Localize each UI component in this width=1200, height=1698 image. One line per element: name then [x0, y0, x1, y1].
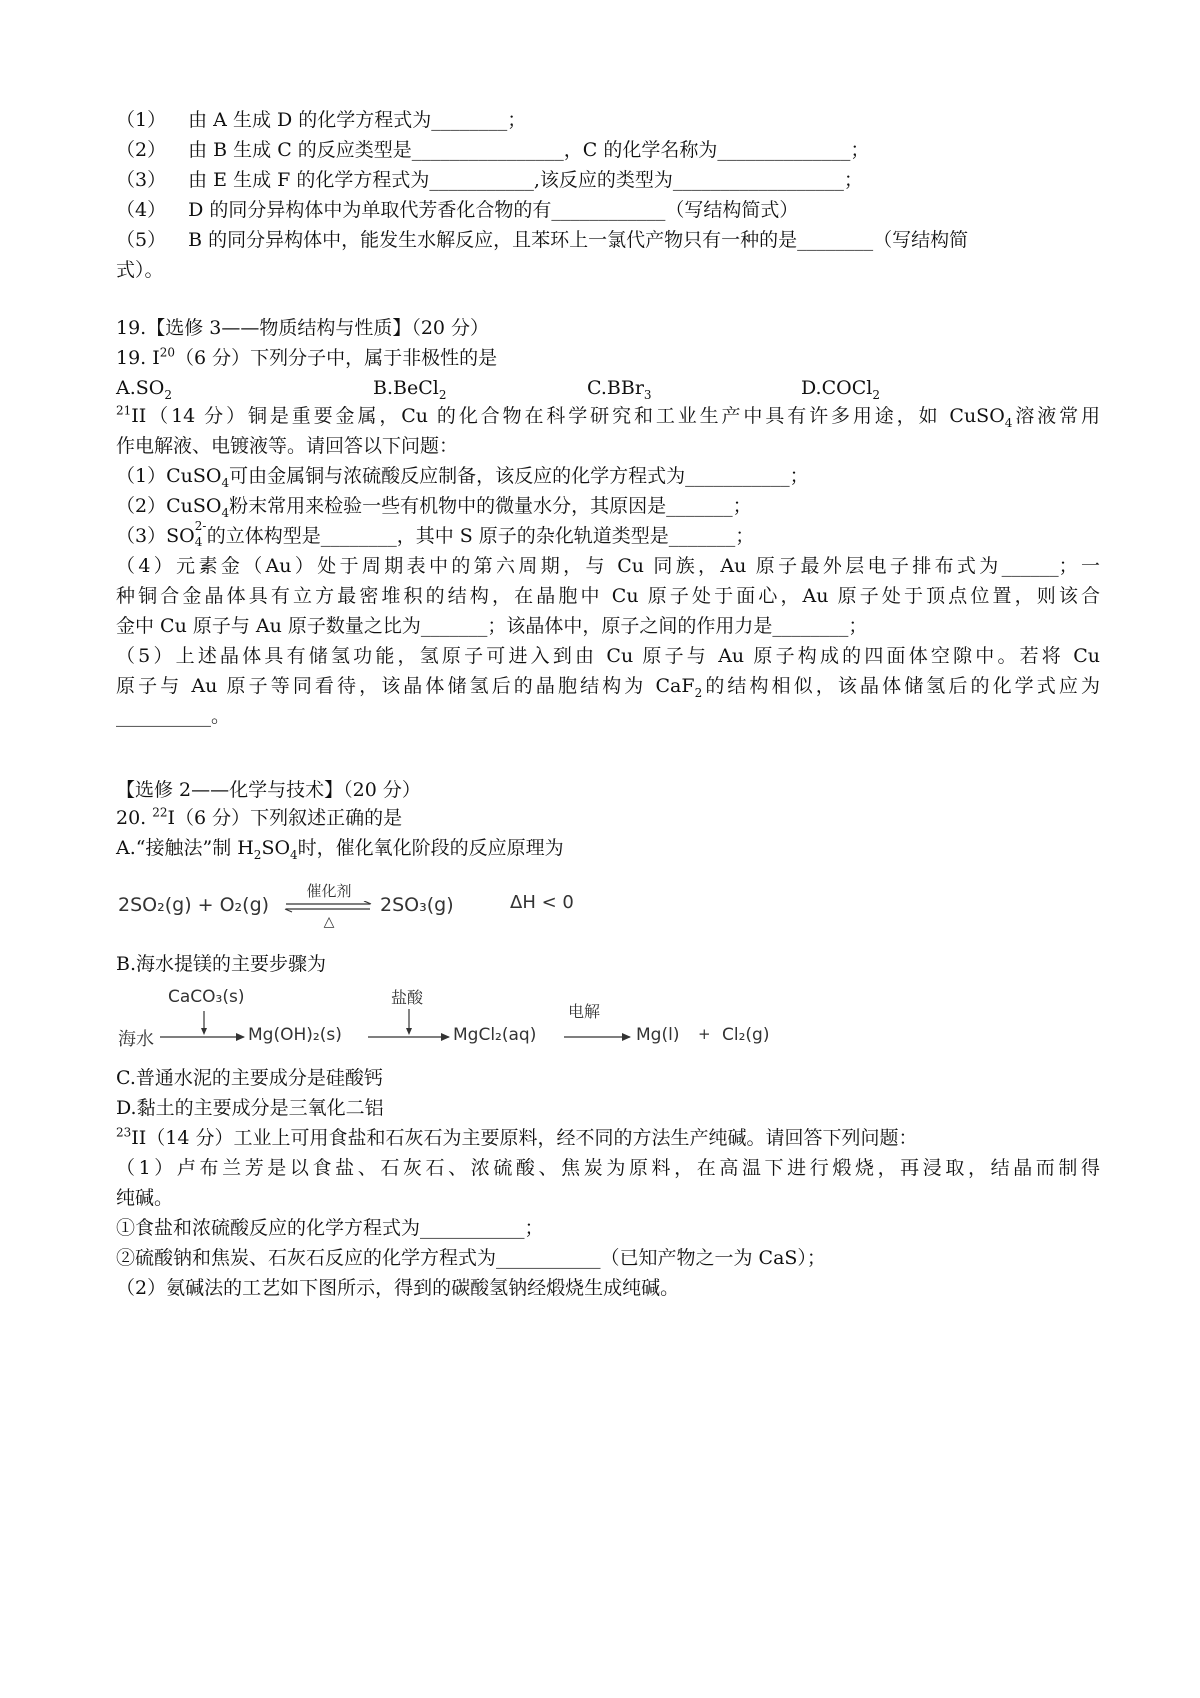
q20-sub-2: （2）氨碱法的工艺如下图所示，得到的碳酸氢钠经煅烧生成纯碱。	[116, 1277, 680, 1299]
q19-sub-3-scripts: 2- 4	[194, 519, 207, 549]
q19-sub-1-a: （1）CuSO	[116, 465, 222, 487]
q18-part-3-num: （3）	[116, 169, 167, 191]
q20-a-text-b: SO	[261, 837, 291, 859]
option-b-sub: 2	[438, 387, 447, 402]
eq-enthalpy: ΔH < 0	[510, 892, 574, 913]
q20-sub-1-line1: （1）卢布兰芳是以食盐、石灰石、浓硫酸、焦炭为原料，在高温下进行煅烧，再浸取，结晶而制得	[116, 1157, 1100, 1179]
q20-sub-1-c2: ②硫酸钠和焦炭、石灰石反应的化学方程式为___________（已知产物之一为 CaS）；	[116, 1247, 826, 1269]
q19-sub-3-b: 的立体构型是________，其中 S 原子的杂化轨道类型是_______；	[206, 525, 755, 547]
q19-sub-2-b: 粉末常用来检验一些有机物中的微量水分，其原因是_______；	[229, 495, 752, 517]
q20-a-text-c: 时，催化氧化阶段的反应原理为	[297, 837, 564, 859]
equation-so2-oxidation	[118, 880, 598, 936]
q20-part-ii	[116, 1126, 918, 1150]
q19-sub-3	[116, 519, 755, 549]
q20-option-a	[116, 836, 564, 860]
q18-part-2-num: （2）	[116, 139, 167, 161]
flow-mg: Mg(l)	[636, 1025, 680, 1045]
q18-part-4	[116, 198, 798, 222]
q20-option-c: C.普通水泥的主要成分是硅酸钙	[116, 1067, 383, 1089]
q19-sub-5-sub: 2	[694, 685, 703, 700]
option-a-text: A.SO	[116, 377, 165, 399]
q18-part-2-text: 由 B 生成 C 的反应类型是________________，C 的化学名称为______________；	[188, 139, 870, 161]
flow-mgcl2: MgCl₂(aq)	[453, 1025, 537, 1045]
q19-option-a	[116, 376, 172, 400]
q19-sub-4-line3: 金中 Cu 原子与 Au 原子数量之比为_______；该晶体中，原子之间的作用力是________；	[116, 615, 868, 637]
q19-part-ii-text: II（14 分）铜是重要金属，Cu 的化合物在科学研究和工业生产中具有许多用途，如 CuSO	[131, 405, 1005, 427]
q19-sub-3-a: （3）SO	[116, 525, 195, 547]
q19-part-ii-line1	[116, 404, 1100, 428]
option-d-sub: 2	[872, 387, 880, 402]
q19-sub-2	[116, 494, 752, 518]
option-d-text: D.COCl	[801, 377, 873, 399]
q18-part-2	[116, 138, 869, 162]
option-a-sub: 2	[164, 387, 172, 402]
q19-sub-5-line1: （5）上述晶体具有储氢功能，氢原子可进入到由 Cu 原子与 Au 原子构成的四面体空隙中。若将 Cu	[116, 645, 1100, 667]
q20-header: 【选修 2——化学与技术】（20 分）	[116, 779, 421, 801]
q18-part-4-num: （4）	[116, 199, 167, 221]
q20-sub-1-line2: 纯碱。	[116, 1187, 174, 1209]
q19-sub-5-line3: __________。	[116, 705, 231, 727]
q19-option-d	[801, 376, 880, 400]
eq-left: 2SO₂(g) + O₂(g)	[118, 894, 270, 916]
option-c-sub: 3	[643, 387, 652, 402]
q19-part-ii-sub: 4	[1004, 415, 1013, 430]
flow-reagent-electrolysis: 电解	[568, 1002, 601, 1021]
footnote-ref: 21	[116, 403, 132, 418]
q20-a-sub: 2	[253, 847, 262, 862]
option-b-text: B.BeCl	[373, 377, 439, 399]
q18-part-5	[116, 228, 968, 252]
footnote-ref: 22	[152, 805, 168, 820]
q19-option-c	[587, 376, 652, 400]
q20-a-text: A.“接触法”制 H	[116, 837, 254, 859]
q20-part-i-num: 20.	[116, 807, 153, 829]
flow-reagent-hcl: 盐酸	[391, 988, 424, 1007]
q19-part-i-text: （6 分）下列分子中，属于非极性的是	[175, 347, 498, 369]
q19-sub-1	[116, 464, 809, 488]
q19-sub-1-b: 可由金属铜与浓硫酸反应制备，该反应的化学方程式为___________；	[229, 465, 809, 487]
q18-part-4-text: D 的同分异构体中为单取代芳香化合物的有____________（写结构简式）	[188, 199, 799, 221]
q19-sub-4-line2: 种铜合金晶体具有立方最密堆积的结构，在晶胞中 Cu 原子处于面心，Au 原子处于顶点位置，则该合	[116, 585, 1100, 607]
flow-mgoh2: Mg(OH)₂(s)	[248, 1025, 342, 1045]
q19-header: 19.【选修 3——物质结构与性质】（20 分）	[116, 317, 490, 339]
q18-part-3	[116, 168, 863, 192]
q19-sub-5-line2	[116, 674, 1100, 698]
q19-sub-2-a: （2）CuSO	[116, 495, 222, 517]
q20-part-i-text: I（6 分）下列叙述正确的是	[167, 807, 403, 829]
q19-part-i-label: 19. I	[116, 347, 160, 369]
q19-sub-1-sub: 4	[221, 475, 230, 490]
q19-part-i	[116, 346, 497, 370]
q19-part-ii-text-b: 溶液常用	[1012, 405, 1100, 427]
flow-reagent-caco3: CaCO₃(s)	[168, 987, 245, 1007]
flow-arrows-icon	[118, 985, 798, 1057]
q20-part-ii-text: II（14 分）工业上可用食盐和石灰石为主要原料，经不同的方法生产纯碱。请回答下列问题：	[131, 1127, 918, 1149]
flow-plus: +	[698, 1025, 711, 1043]
footnote-ref: 23	[116, 1125, 132, 1140]
q20-sub-1-c1: ①食盐和浓硫酸反应的化学方程式为___________；	[116, 1217, 544, 1239]
q20-a-sub2: 4	[290, 847, 298, 862]
q20-part-i	[116, 806, 402, 830]
q18-part-5-cont: 式）。	[116, 259, 164, 281]
flow-seawater: 海水	[118, 1029, 154, 1050]
flow-cl2: Cl₂(g)	[722, 1025, 770, 1045]
q18-part-3-text: 由 E 生成 F 的化学方程式为___________,该反应的类型为__________________；	[188, 169, 863, 191]
q18-part-5-num: （5）	[116, 229, 167, 251]
q18-part-1	[116, 108, 526, 132]
option-c-text: C.BBr	[587, 377, 644, 399]
q19-sub-5-l2b: 的结构相似，该晶体储氢后的化学式应为	[702, 675, 1100, 697]
flow-magnesium-extraction	[118, 985, 798, 1057]
eq-heat: △	[323, 914, 335, 930]
q19-sub-2-sub: 4	[221, 505, 230, 520]
q19-option-b	[373, 376, 446, 400]
eq-right: 2SO₃(g)	[380, 894, 454, 916]
q18-part-1-text: 由 A 生成 D 的化学方程式为________；	[188, 109, 527, 131]
q19-sub-4-line1: （4）元素金（Au）处于周期表中的第六周期，与 Cu 同族，Au 原子最外层电子排布式为______；一	[116, 555, 1100, 577]
q19-sub-5-l2a: 原子与 Au 原子等同看待，该晶体储氢后的晶胞结构为 CaF	[116, 675, 695, 697]
eq-catalyst: 催化剂	[306, 882, 352, 900]
q20-option-b: B.海水提镁的主要步骤为	[116, 953, 327, 975]
q18-part-1-num: （1）	[116, 109, 167, 131]
q20-option-d: D.黏土的主要成分是三氧化二铝	[116, 1097, 384, 1119]
eq-reversible-arrow-icon	[284, 901, 374, 913]
footnote-ref: 20	[159, 345, 176, 360]
q18-part-5-text: B 的同分异构体中，能发生水解反应，且苯环上一氯代产物只有一种的是________（写结构简	[188, 229, 969, 251]
q19-part-ii-line2: 作电解液、电镀液等。请回答以下问题：	[116, 435, 459, 457]
